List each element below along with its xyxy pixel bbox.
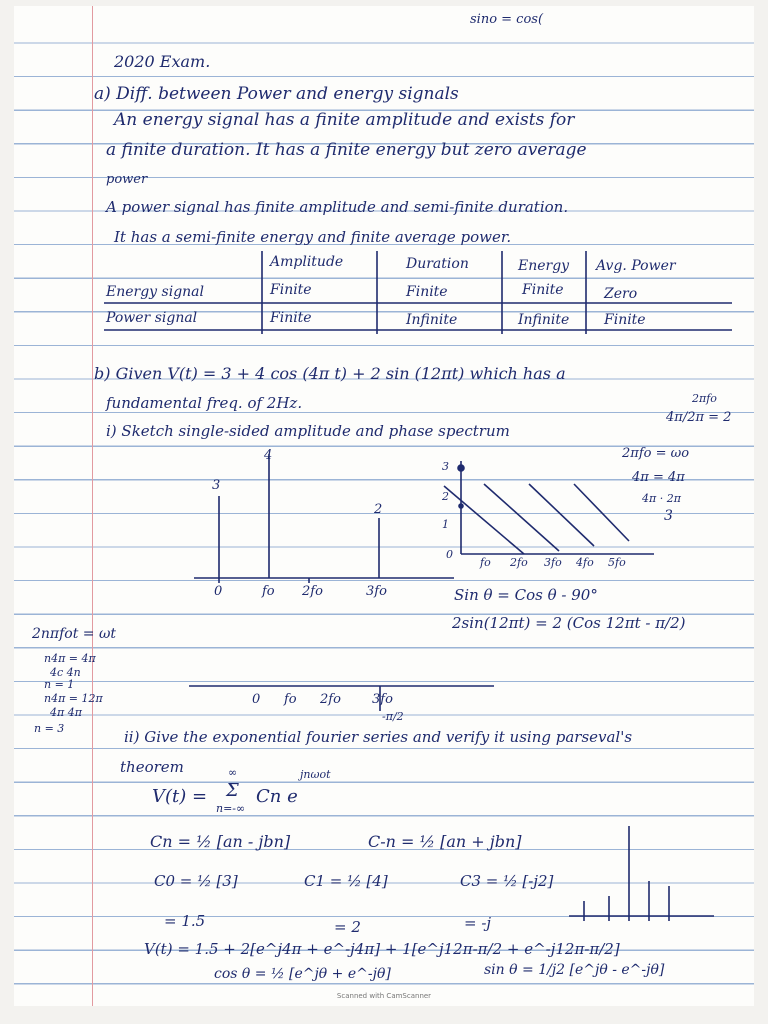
margin-calc: n4π = 4π xyxy=(44,652,96,665)
phase-stroke xyxy=(444,486,524,554)
freq-line: fundamental freq. of 2Hz. xyxy=(106,394,303,412)
side-calc: 2πfo = ωo xyxy=(622,446,690,461)
phase-axis-tick: 3fo xyxy=(372,692,393,707)
phase-xtick: fo xyxy=(480,556,491,569)
margin-calc: 4π 4π xyxy=(50,706,82,719)
notebook-page xyxy=(14,6,754,1006)
c0-value: = 1.5 xyxy=(164,912,206,930)
margin-calc: 2nπfot = ωt xyxy=(32,626,117,642)
amp-tick-label: 3fo xyxy=(366,584,387,599)
table-cell: Finite xyxy=(270,282,312,298)
phase-xtick: 5fo xyxy=(608,556,626,569)
margin-calc: n = 3 xyxy=(34,722,65,735)
table-cell: Finite xyxy=(522,282,564,298)
energy-text-line: An energy signal has a finite amplitude and exists for xyxy=(114,110,575,130)
phase-axis-tick: 0 xyxy=(252,692,261,707)
c1-value: = 2 xyxy=(334,918,361,936)
phase-ytick: 0 xyxy=(446,548,453,561)
identity: 2sin(12πt) = 2 (Cos 12πt - π/2) xyxy=(452,614,686,632)
given-line: b) Given V(t) = 3 + 4 cos (4π t) + 2 sin (12πt) which has a xyxy=(94,364,566,383)
vt-expansion: V(t) = 1.5 + 2[e^j4π + e^-j4π] + 1[e^j12π-π/2 + e^-j12π-π/2] xyxy=(144,940,620,958)
sin-identity: sin θ = 1/j2 [e^jθ - e^-jθ] xyxy=(484,962,665,978)
phase-stroke xyxy=(529,484,594,546)
series-sum: Σ xyxy=(226,780,239,801)
phase-axis-tick: fo xyxy=(284,692,297,707)
phase-stroke xyxy=(484,484,559,551)
amp-tick-label: 2fo xyxy=(302,584,323,599)
c0-formula: C0 = ½ [3] xyxy=(154,872,238,890)
question-ii: ii) Give the exponential fourier series and verify it using parseval's xyxy=(124,728,633,746)
cn-formula: Cn = ½ [an - jbn] xyxy=(150,832,291,851)
side-calc: 3 xyxy=(664,508,673,524)
phase-xtick: 2fo xyxy=(510,556,528,569)
phase-stroke xyxy=(574,484,629,541)
phase-ytick: 2 xyxy=(442,490,449,503)
table-header: Duration xyxy=(406,256,469,272)
cos-identity: cos θ = ½ [e^jθ + e^-jθ] xyxy=(214,966,391,982)
margin-calc: n4π = 12π xyxy=(44,692,103,705)
table-cell: Infinite xyxy=(518,312,570,328)
amp-label: 3 xyxy=(212,478,221,493)
c-neg-n-formula: C-n = ½ [an + jbn] xyxy=(368,832,522,851)
question-i: i) Sketch single-sided amplitude and phase spectrum xyxy=(106,422,510,440)
table-cell: Finite xyxy=(270,310,312,326)
series-term: Cn e xyxy=(256,786,298,807)
side-calc: 2πfo xyxy=(692,392,717,405)
phase-dot xyxy=(458,465,464,471)
table-header: Avg. Power xyxy=(596,258,676,274)
c3-value: = -j xyxy=(464,914,492,932)
phase-xtick: 3fo xyxy=(544,556,562,569)
phase-ytick: 3 xyxy=(442,460,449,473)
series-lhs: V(t) = xyxy=(152,786,208,807)
c3-formula: C3 = ½ [-j2] xyxy=(460,872,554,890)
amp-tick-label: fo xyxy=(262,584,275,599)
amp-label: 4 xyxy=(264,448,273,463)
table-cell: Zero xyxy=(604,286,638,302)
side-calc: 4π = 4π xyxy=(632,470,685,485)
table-cell: Finite xyxy=(604,312,646,328)
amp-label: 2 xyxy=(374,502,383,517)
table-cell: Finite xyxy=(406,284,448,300)
phase-dot xyxy=(459,504,463,508)
header-note: sino = cos( xyxy=(470,12,544,27)
energy-text-line: power xyxy=(106,172,148,187)
page-title: 2020 Exam. xyxy=(114,52,211,71)
scanner-footer: Scanned with CamScanner xyxy=(336,992,432,1000)
power-text-line: A power signal has finite amplitude and semi-finite duration. xyxy=(106,198,569,216)
identity: Sin θ = Cos θ - 90° xyxy=(454,586,598,604)
table-cell: Energy signal xyxy=(106,284,204,300)
power-text-line: It has a semi-finite energy and finite average power. xyxy=(114,228,512,246)
phase-axis-value: -π/2 xyxy=(382,710,404,723)
side-calc: 4π/2π = 2 xyxy=(666,410,732,425)
table-header: Amplitude xyxy=(270,254,344,270)
energy-text-line: a finite duration. It has a finite energy but zero average xyxy=(106,140,587,160)
part-a-heading: a) Diff. between Power and energy signals xyxy=(94,84,459,104)
phase-ytick: 1 xyxy=(442,518,449,531)
phase-xtick: 4fo xyxy=(576,556,594,569)
amp-tick-label: 0 xyxy=(214,584,223,599)
series-top: ∞ xyxy=(228,766,238,779)
question-ii-cont: theorem xyxy=(120,758,184,776)
side-calc: 4π · 2π xyxy=(642,492,681,505)
phase-axis-tick: 2fo xyxy=(320,692,341,707)
table-cell: Infinite xyxy=(406,312,458,328)
table-cell: Power signal xyxy=(106,310,198,326)
c1-formula: C1 = ½ [4] xyxy=(304,872,388,890)
series-exp: jnωot xyxy=(300,768,331,781)
series-bottom: n=-∞ xyxy=(216,802,246,815)
margin-calc: n = 1 xyxy=(44,678,75,691)
margin-calc: 4c 4n xyxy=(50,666,81,679)
table-header: Energy xyxy=(518,258,570,274)
